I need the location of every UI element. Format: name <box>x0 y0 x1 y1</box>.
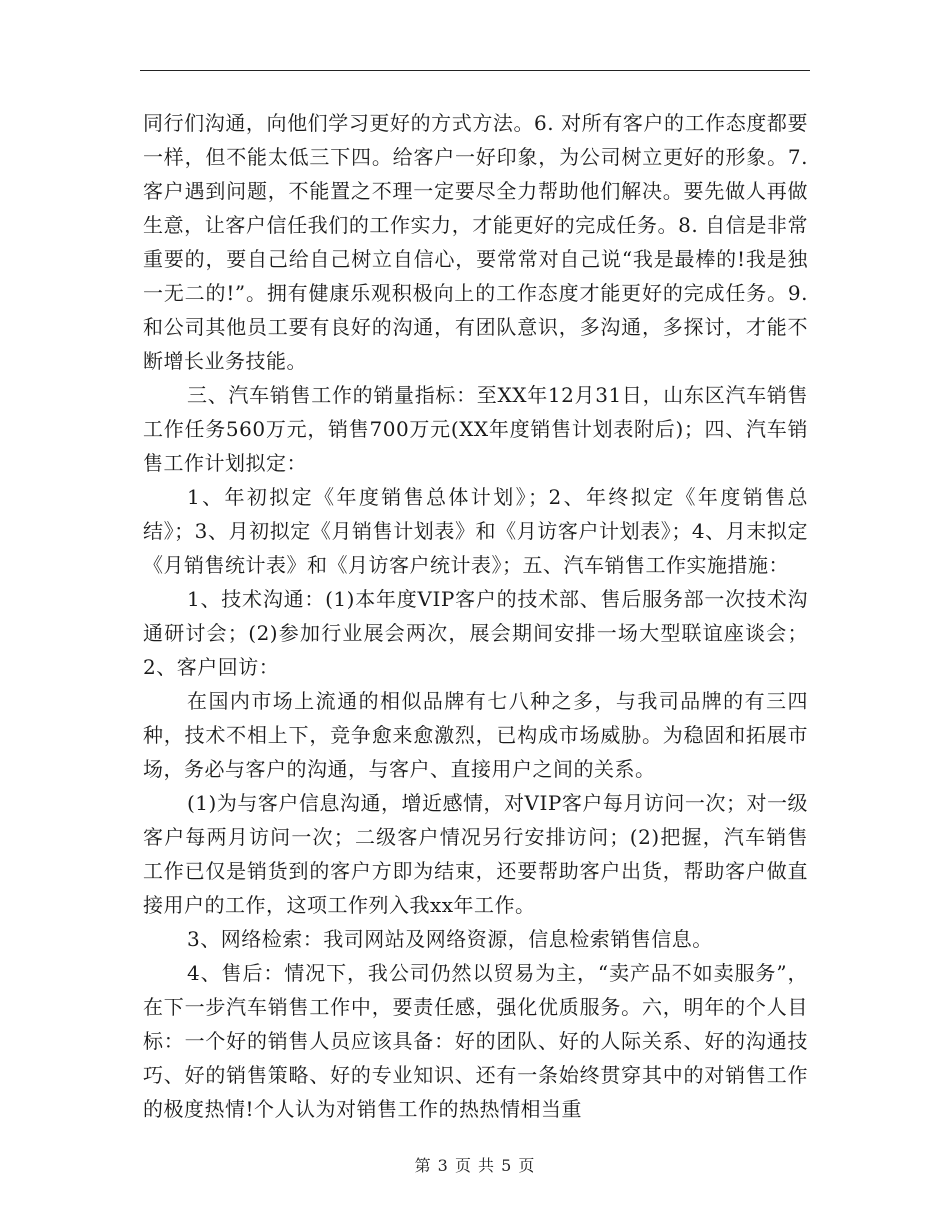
paragraph-plan-drafting: 1、年初拟定《年度销售总体计划》；2、年终拟定《年度销售总结》；3、月初拟定《月销售计划表》和《月访客户计划表》；4、月末拟定《月销售统计表》和《月访客户统计表》；五、汽车销售工作实施措施： <box>143 485 808 577</box>
header-divider <box>140 70 810 71</box>
paragraph-after-sales: 4、售后：情况下，我公司仍然以贸易为主，“卖产品不如卖服务”，在下一步汽车销售工作中，要责任感，强化优质服务。六，明年的个人目标：一个好的销售人员应该具备：好的团队、好的人际关系、好的沟通技巧、好的销售策略、好的专业知识、还有一条始终贯穿其中的对销售工作的极度热情!个人认为对销售工作的热热情相当重 <box>143 961 808 1121</box>
paragraph-sales-target: 三、汽车销售工作的销量指标：至XX年12月31日，山东区汽车销售工作任务560万元，销售700万元(XX年度销售计划表附后)；四、汽车销售工作计划拟定： <box>143 383 808 475</box>
paragraph-tech-communication: 1、技术沟通：(1)本年度VIP客户的技术部、售后服务部一次技术沟通研讨会；(2)参加行业展会两次，展会期间安排一场大型联谊座谈会；2、客户回访： <box>143 587 808 679</box>
page-number-footer: 第 3 页 共 5 页 <box>414 1156 536 1175</box>
document-body <box>143 106 808 1126</box>
paragraph-network-search: 3、网络检索：我司网站及网络资源，信息检索销售信息。 <box>187 927 713 951</box>
paragraph-continuation: 同行们沟通，向他们学习更好的方式方法。6. 对所有客户的工作态度都要一样，但不能太低三下四。给客户一好印象，为公司树立更好的形象。7. 客户遇到问题，不能置之不理一定要尽全力帮助他们解决。要先做人再做生意，让客户信任我们的工作实力，才能更好的完成任务。8. 自信是非常重要的，要自己给自己树立自信心，要常常对自己说“我是最棒的!我是独一无二的!”。拥有健康乐观积极向上的工作态度才能更好的完成任务。9. 和公司其他员工要有良好的沟通，有团队意识，多沟通，多探讨，才能不断增长业务技能。 <box>143 111 808 373</box>
paragraph-market-analysis: 在国内市场上流通的相似品牌有七八种之多，与我司品牌的有三四种，技术不相上下，竞争愈来愈激烈，已构成市场威胁。为稳固和拓展市场，务必与客户的沟通，与客户、直接用户之间的关系。 <box>143 689 808 781</box>
paragraph-customer-visits: (1)为与客户信息沟通，增近感情，对VIP客户每月访问一次；对一级客户每两月访问一次；二级客户情况另行安排访问；(2)把握，汽车销售工作已仅是销货到的客户方即为结束，还要帮助客户出货，帮助客户做直接用户的工作，这项工作列入我xx年工作。 <box>143 791 808 917</box>
